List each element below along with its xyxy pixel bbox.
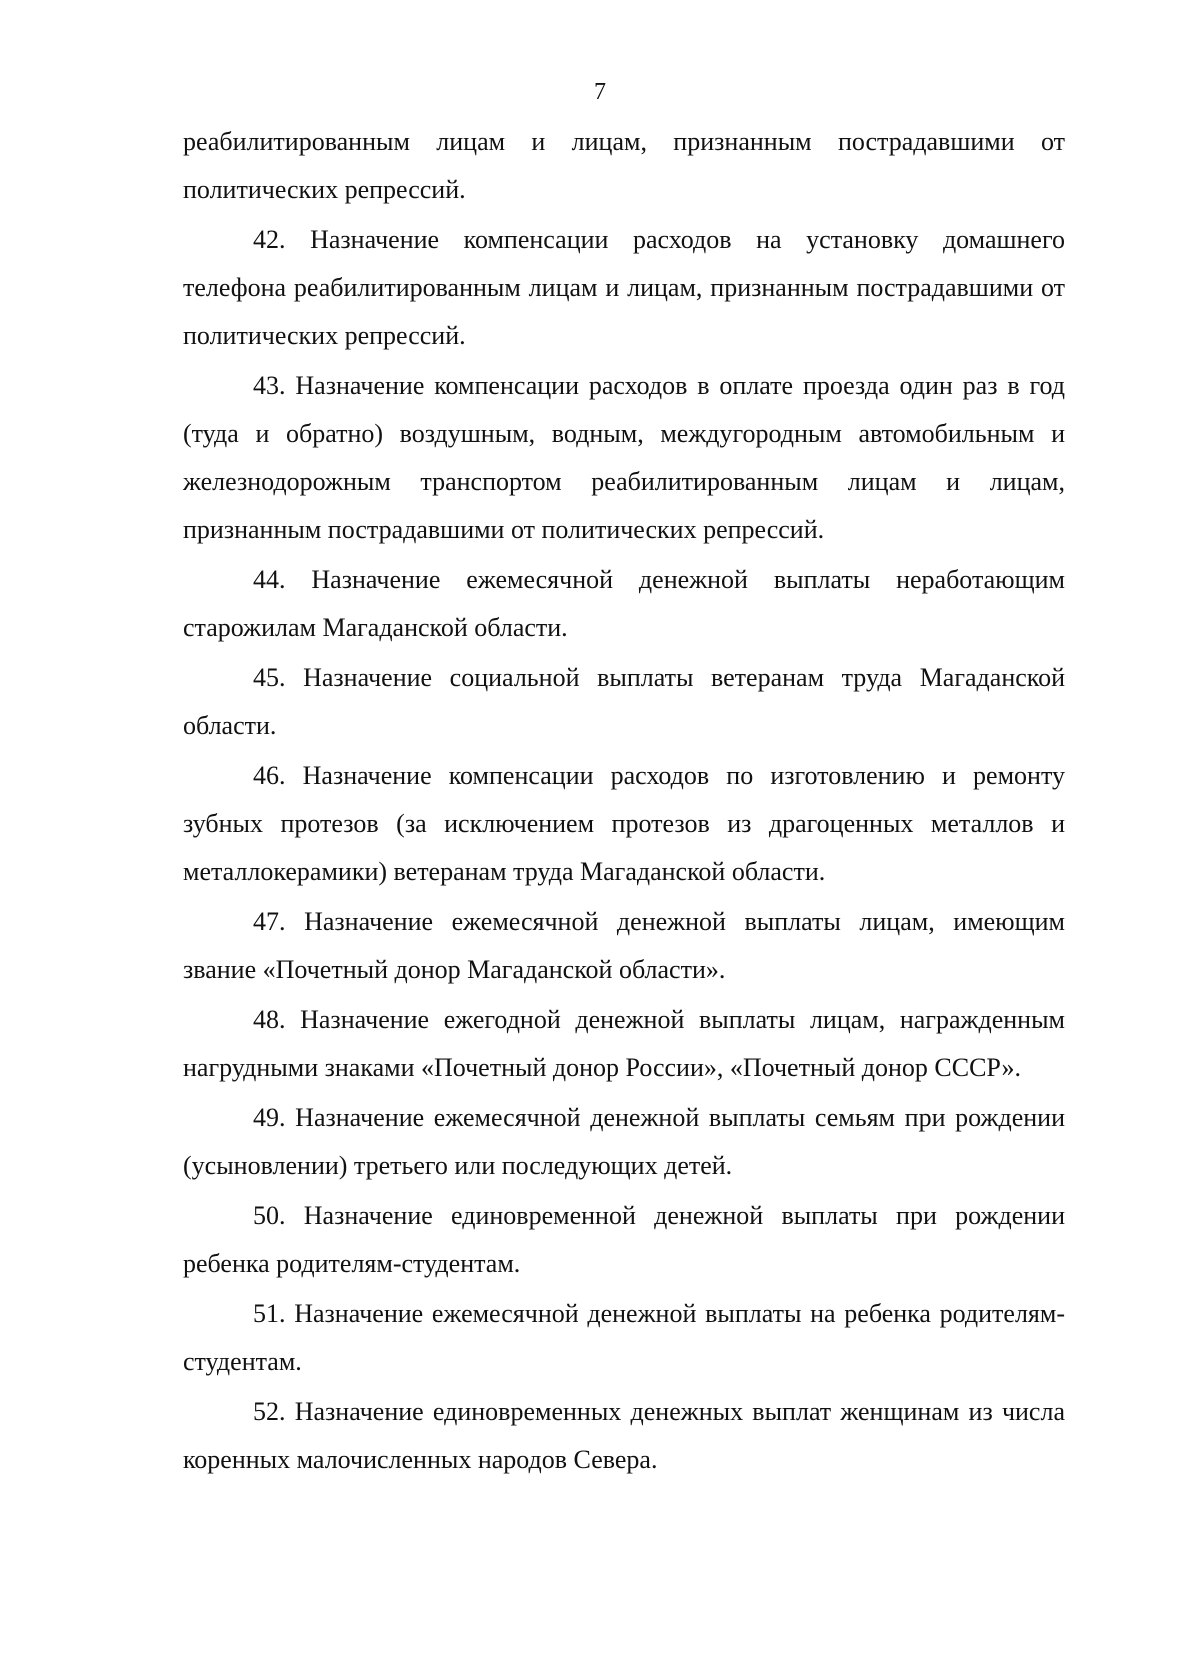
paragraph-item-47: 47. Назначение ежемесячной денежной выплаты лицам, имеющим звание «Почетный донор Магаданской области». bbox=[183, 907, 1065, 984]
paragraph-item-46: 46. Назначение компенсации расходов по изготовлению и ремонту зубных протезов (за исключением протезов из драгоценных металлов и металлокерамики) ветеранам труда Магаданской области. bbox=[183, 761, 1065, 886]
paragraph-item-43: 43. Назначение компенсации расходов в оплате проезда один раз в год (туда и обратно) воздушным, водным, междугородным автомобильным и железнодорожным транспортом реабилитированным лицам и лицам, признанным пострадавшими от политических репрессий. bbox=[183, 371, 1065, 544]
paragraph-item-48: 48. Назначение ежегодной денежной выплаты лицам, награжденным нагрудными знаками «Почетный донор России», «Почетный донор СССР». bbox=[183, 1005, 1065, 1082]
paragraph-item-52: 52. Назначение единовременных денежных выплат женщинам из числа коренных малочисленных народов Севера. bbox=[183, 1397, 1065, 1474]
page-number: 7 bbox=[594, 79, 606, 105]
paragraph-continuation: реабилитированным лицам и лицам, признанным пострадавшими от политических репрессий. bbox=[183, 127, 1065, 204]
paragraph-item-45: 45. Назначение социальной выплаты ветеранам труда Магаданской области. bbox=[183, 663, 1065, 740]
paragraph-item-44: 44. Назначение ежемесячной денежной выплаты неработающим старожилам Магаданской области. bbox=[183, 565, 1065, 642]
paragraph-item-42: 42. Назначение компенсации расходов на установку домашнего телефона реабилитированным лицам и лицам, признанным пострадавшими от политических репрессий. bbox=[183, 225, 1065, 350]
paragraph-item-50: 50. Назначение единовременной денежной выплаты при рождении ребенка родителям-студентам. bbox=[183, 1201, 1065, 1278]
paragraph-item-49: 49. Назначение ежемесячной денежной выплаты семьям при рождении (усыновлении) третьего или последующих детей. bbox=[183, 1103, 1065, 1180]
document-body bbox=[183, 118, 1065, 1484]
paragraph-item-51: 51. Назначение ежемесячной денежной выплаты на ребенка родителям-студентам. bbox=[183, 1299, 1065, 1376]
